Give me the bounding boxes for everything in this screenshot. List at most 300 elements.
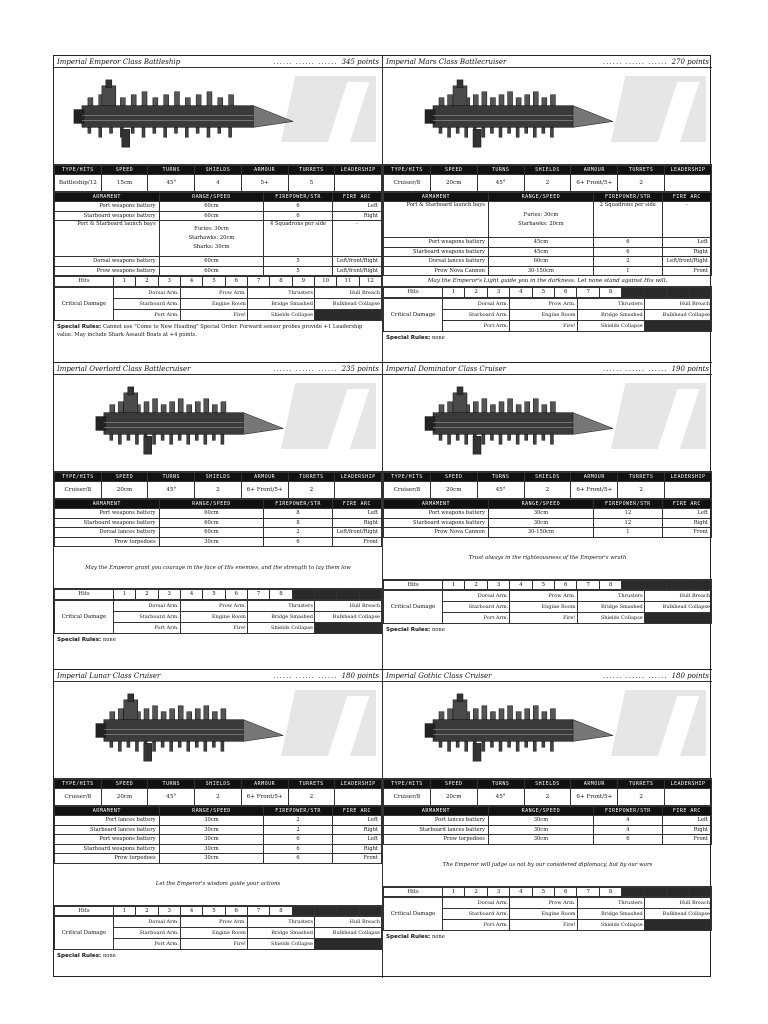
stat-value: 20cm: [430, 789, 477, 806]
critical-box[interactable]: Dorsal Arm.: [113, 600, 180, 611]
hit-box-disabled: [359, 590, 381, 600]
critical-box[interactable]: Port Arm.: [443, 613, 510, 624]
critical-box[interactable]: Engine Room: [180, 298, 247, 309]
armament-firepower: 2: [593, 257, 662, 267]
hits-label: Hits: [384, 288, 443, 298]
special-rules: Special Rules: none: [57, 953, 116, 959]
armament-range: 60cm: [488, 257, 593, 267]
armament-name: Starboard lances battery: [55, 825, 160, 835]
armament-firepower: 6: [264, 854, 333, 864]
stats-header: TURRETS: [618, 780, 665, 789]
stat-value: Cruiser/8: [55, 789, 102, 806]
points-cost: ...... ...... ...... 235 points: [273, 364, 379, 373]
stat-value: 2: [618, 175, 665, 192]
armament-range: 30cm: [488, 509, 593, 519]
critical-box[interactable]: Shields Collapse: [247, 622, 314, 633]
critical-box[interactable]: Bridge Smashed: [247, 928, 314, 939]
critical-box[interactable]: Port Arm.: [113, 622, 180, 633]
hit-box[interactable]: 8: [270, 906, 292, 916]
card-title-bar: [383, 363, 712, 375]
hit-box[interactable]: 2: [136, 590, 158, 600]
hit-box[interactable]: 5: [203, 277, 225, 287]
stat-value: 2: [524, 482, 571, 499]
critical-box[interactable]: Starboard Arm.: [443, 909, 510, 920]
ship-card: [54, 56, 383, 363]
critical-box[interactable]: Shields Collapse: [247, 939, 314, 950]
armament-name: Starboard weapons battery: [55, 211, 160, 221]
hits-track: [54, 276, 382, 287]
critical-box[interactable]: Shields Collapse: [577, 613, 644, 624]
armament-name: Prow weapons battery: [55, 266, 160, 276]
hit-box[interactable]: 3: [487, 887, 509, 897]
hit-box[interactable]: 6: [555, 288, 577, 298]
critical-box[interactable]: Starboard Arm.: [443, 309, 510, 320]
stats-header: SPEED: [430, 473, 477, 482]
armament-range: 60cm: [159, 528, 264, 538]
ship-stats-table: [54, 472, 382, 499]
critical-box[interactable]: Engine Room: [180, 611, 247, 622]
armament-header: FIRE ARC: [332, 500, 381, 509]
armament-firepower: 8: [264, 509, 333, 519]
critical-box[interactable]: Prow Arm.: [510, 298, 577, 309]
armament-name: Starboard lances battery: [384, 825, 489, 835]
armament-name: Port weapons battery: [55, 835, 160, 845]
critical-box[interactable]: Bridge Smashed: [577, 909, 644, 920]
armament-table: [54, 499, 382, 547]
stat-value: [335, 175, 382, 192]
hit-box[interactable]: 8: [270, 590, 292, 600]
armament-range: 45cm: [488, 238, 593, 248]
stat-value: 5+: [241, 175, 288, 192]
ship-illustration: [383, 68, 712, 165]
critical-box[interactable]: Bridge Smashed: [577, 309, 644, 320]
armament-arc: Left: [332, 835, 381, 845]
stats-header: TYPE/HITS: [55, 473, 102, 482]
stats-header: TURNS: [148, 166, 195, 175]
critical-box[interactable]: Hull Breach: [314, 600, 381, 611]
stat-value: 6+ Front/5+: [241, 482, 288, 499]
armament-name: Port weapons battery: [384, 238, 489, 248]
critical-damage-label: Critical Damage: [55, 287, 114, 320]
special-rules-text: none: [102, 953, 116, 959]
armament-name: Port weapons battery: [55, 509, 160, 519]
armament-header: FIRE ARC: [662, 500, 711, 509]
critical-box[interactable]: Engine Room: [510, 309, 577, 320]
armament-header: RANGE/SPEED: [488, 500, 593, 509]
armament-arc: Right: [662, 825, 711, 835]
card-title-bar: [383, 56, 712, 68]
points-cost: ...... ...... ...... 190 points: [603, 364, 709, 373]
hit-box[interactable]: 3: [158, 590, 180, 600]
armament-name: Prow torpedoes: [55, 537, 160, 547]
stats-header: TURRETS: [288, 780, 335, 789]
hit-box-disabled: [292, 906, 314, 916]
hit-box[interactable]: 2: [465, 887, 487, 897]
hit-box-disabled: [667, 288, 689, 298]
armament-firepower: 2: [264, 816, 333, 826]
armament-firepower: 6: [264, 537, 333, 547]
armament-range: 30cm: [488, 816, 593, 826]
critical-box[interactable]: Port Arm.: [443, 920, 510, 931]
hit-box[interactable]: 4: [510, 288, 532, 298]
critical-box[interactable]: Bulkhead Collapse: [644, 602, 711, 613]
stat-value: 45°: [477, 175, 524, 192]
armament-firepower: 4 Squadrons per side: [264, 221, 333, 257]
stat-value: 4: [195, 175, 242, 192]
hit-box[interactable]: 8: [599, 580, 621, 590]
hit-box[interactable]: 1: [443, 288, 465, 298]
hit-box[interactable]: 6: [225, 590, 247, 600]
stats-header: SPEED: [101, 473, 148, 482]
points-cost: ...... ...... ...... 180 points: [273, 671, 379, 680]
ship-stats-table: [383, 472, 712, 499]
card-title-bar: [383, 670, 712, 682]
armament-header: FIREPOWER/STR: [264, 500, 333, 509]
ship-class-title: Imperial Lunar Class Cruiser: [57, 671, 161, 680]
stats-header: ARMOUR: [571, 166, 618, 175]
special-rules-text: none: [431, 334, 445, 341]
critical-box[interactable]: Thrusters: [247, 287, 314, 298]
hit-box-disabled: [359, 906, 381, 916]
ship-card: [383, 56, 712, 363]
points-cost: ...... ...... ...... 180 points: [603, 671, 709, 680]
critical-box[interactable]: Shields Collapse: [577, 320, 644, 331]
stat-value: 20cm: [430, 175, 477, 192]
hit-box[interactable]: 10: [314, 277, 336, 287]
armament-header: RANGE/SPEED: [159, 807, 264, 816]
hit-box[interactable]: 4: [180, 906, 202, 916]
armament-arc: Left: [662, 238, 711, 248]
stats-header: SHIELDS: [524, 473, 571, 482]
hit-box[interactable]: 8: [599, 288, 621, 298]
critical-box-disabled: [314, 309, 381, 320]
special-rules: Special Rules: Cannot use "Come to New Heading" Special Order. Forward sensor probes provide +1 Leadership value. May include Shark Assault Boats at +4 points.: [57, 323, 363, 338]
hit-box[interactable]: 11: [337, 277, 359, 287]
special-rules: Special Rules: none: [57, 636, 116, 643]
armament-table: [383, 192, 712, 276]
armament-arc: Right: [332, 825, 381, 835]
critical-box[interactable]: Prow Arm.: [180, 917, 247, 928]
armament-name: Port weapons battery: [55, 202, 160, 212]
stats-header: SHIELDS: [195, 166, 242, 175]
critical-box[interactable]: Engine Room: [510, 909, 577, 920]
armament-name: Port lances battery: [55, 816, 160, 826]
hit-box[interactable]: 3: [158, 277, 180, 287]
armament-header: RANGE/SPEED: [159, 193, 264, 202]
armament-header: FIREPOWER/STR: [593, 193, 662, 202]
ship-stats-table: [54, 165, 382, 192]
armament-arc: Right: [662, 518, 711, 528]
armament-name: Dorsal lances battery: [384, 257, 489, 267]
critical-box[interactable]: Fire!: [180, 309, 247, 320]
hit-box-disabled: [689, 288, 712, 298]
critical-box[interactable]: Dorsal Arm.: [113, 917, 180, 928]
hit-box[interactable]: 2: [465, 288, 487, 298]
armament-name: Starboard weapons battery: [384, 247, 489, 257]
critical-box[interactable]: Dorsal Arm.: [113, 287, 180, 298]
critical-box[interactable]: Port Arm.: [113, 939, 180, 950]
armament-name: Starboard weapons battery: [384, 518, 489, 528]
stats-header: TURRETS: [618, 166, 665, 175]
stats-header: SPEED: [430, 166, 477, 175]
hit-box[interactable]: 4: [510, 580, 532, 590]
critical-box[interactable]: Prow Arm.: [510, 898, 577, 909]
hits-track: [383, 580, 712, 591]
critical-box[interactable]: Hull Breach: [314, 287, 381, 298]
critical-box[interactable]: Prow Arm.: [510, 591, 577, 602]
critical-box[interactable]: Hull Breach: [644, 898, 711, 909]
critical-box[interactable]: Shields Collapse: [577, 920, 644, 931]
stats-header: TURNS: [148, 780, 195, 789]
card-title-bar: [54, 56, 382, 68]
stat-value: 6+ Front/5+: [571, 175, 618, 192]
armament-firepower: 6: [593, 247, 662, 257]
ship-card: [383, 363, 712, 670]
hit-box[interactable]: 3: [487, 288, 509, 298]
critical-box[interactable]: Port Arm.: [113, 309, 180, 320]
armament-header: FIREPOWER/STR: [593, 807, 662, 816]
special-rules-text: none: [431, 627, 445, 633]
critical-box[interactable]: Dorsal Arm.: [443, 898, 510, 909]
critical-box[interactable]: Thrusters: [247, 917, 314, 928]
armament-header: FIRE ARC: [662, 193, 711, 202]
stats-header: LEADERSHIP: [665, 166, 712, 175]
critical-damage-label: Critical Damage: [384, 298, 443, 331]
hit-box[interactable]: 2: [465, 580, 487, 590]
armament-header: ARMAMENT: [55, 193, 160, 202]
special-rules: Special Rules: none: [386, 934, 445, 940]
hits-track: [383, 287, 712, 298]
critical-box[interactable]: Thrusters: [577, 898, 644, 909]
critical-box[interactable]: Prow Arm.: [180, 600, 247, 611]
critical-box[interactable]: Prow Arm.: [180, 287, 247, 298]
armament-name: Starboard weapons battery: [55, 518, 160, 528]
ship-class-title: Imperial Mars Class Battlecruiser: [386, 57, 507, 66]
hit-box[interactable]: 12: [359, 277, 381, 287]
critical-box[interactable]: Starboard Arm.: [443, 602, 510, 613]
hit-box[interactable]: 6: [225, 277, 247, 287]
hit-box[interactable]: 6: [225, 906, 247, 916]
critical-box[interactable]: Dorsal Arm.: [443, 591, 510, 602]
stats-header: ARMOUR: [571, 780, 618, 789]
stats-header: SHIELDS: [524, 166, 571, 175]
armament-range: 60cm: [159, 202, 264, 212]
armament-firepower: 1: [593, 266, 662, 276]
armament-header: FIREPOWER/STR: [593, 500, 662, 509]
critical-box[interactable]: Engine Room: [180, 928, 247, 939]
critical-box[interactable]: Fire!: [510, 320, 577, 331]
critical-box[interactable]: Fire!: [510, 920, 577, 931]
hit-box[interactable]: 4: [180, 277, 202, 287]
critical-box[interactable]: Bulkhead Collapse: [644, 309, 711, 320]
critical-box[interactable]: Fire!: [180, 939, 247, 950]
critical-box[interactable]: Dorsal Arm.: [443, 298, 510, 309]
hit-box[interactable]: 2: [136, 906, 158, 916]
armament-header: ARMAMENT: [384, 807, 489, 816]
hit-box[interactable]: 5: [203, 906, 225, 916]
hit-box[interactable]: 5: [203, 590, 225, 600]
armament-firepower: 2 Squadrons per side: [593, 202, 662, 238]
hit-box[interactable]: 7: [577, 887, 599, 897]
critical-box[interactable]: Bridge Smashed: [247, 298, 314, 309]
stat-value: 45°: [148, 789, 195, 806]
critical-box[interactable]: Hull Breach: [314, 917, 381, 928]
hit-box-disabled: [622, 288, 644, 298]
critical-box[interactable]: Bulkhead Collapse: [644, 909, 711, 920]
critical-box[interactable]: Thrusters: [577, 298, 644, 309]
armament-arc: Front: [332, 537, 381, 547]
critical-box[interactable]: Fire!: [180, 622, 247, 633]
critical-box[interactable]: Bulkhead Collapse: [314, 611, 381, 622]
critical-box[interactable]: Hull Breach: [644, 298, 711, 309]
hit-box-disabled: [644, 580, 666, 590]
hit-box[interactable]: 5: [532, 887, 554, 897]
stats-header: LEADERSHIP: [665, 473, 712, 482]
stats-header: SPEED: [101, 166, 148, 175]
armament-arc: Right: [332, 518, 381, 528]
critical-box[interactable]: Bridge Smashed: [577, 602, 644, 613]
critical-box-disabled: [644, 920, 711, 931]
ship-stats-table: [54, 779, 382, 806]
stat-value: 6+ Front/5+: [571, 482, 618, 499]
armament-firepower: 1: [593, 528, 662, 538]
ship-class-title: Imperial Gothic Class Cruiser: [386, 671, 492, 680]
critical-box-disabled: [644, 613, 711, 624]
armament-firepower: 6: [593, 238, 662, 248]
armament-range: 30cm: [488, 835, 593, 845]
hit-box-disabled: [689, 580, 712, 590]
critical-damage-table: [383, 298, 712, 332]
armament-name: Port weapons battery: [384, 509, 489, 519]
hit-box[interactable]: 1: [113, 590, 135, 600]
armament-firepower: 4: [593, 816, 662, 826]
armament-range: 30cm: [159, 825, 264, 835]
critical-box[interactable]: Starboard Arm.: [113, 611, 180, 622]
hit-box[interactable]: 1: [443, 580, 465, 590]
critical-box[interactable]: Engine Room: [510, 602, 577, 613]
hit-box[interactable]: 4: [180, 590, 202, 600]
stat-value: 20cm: [430, 482, 477, 499]
stat-value: 2: [288, 482, 335, 499]
critical-box[interactable]: Shields Collapse: [247, 309, 314, 320]
stat-value: Cruiser/8: [384, 789, 431, 806]
hits-track: [54, 906, 382, 917]
stat-value: 6+ Front/5+: [241, 789, 288, 806]
ship-card: [54, 363, 383, 670]
armament-name: Port lances battery: [384, 816, 489, 826]
stat-value: 2: [524, 175, 571, 192]
hit-box[interactable]: 7: [247, 590, 269, 600]
critical-box[interactable]: Thrusters: [577, 591, 644, 602]
stats-header: LEADERSHIP: [665, 780, 712, 789]
armament-firepower: 6: [264, 835, 333, 845]
critical-box[interactable]: Starboard Arm.: [113, 928, 180, 939]
hit-box[interactable]: 9: [292, 277, 314, 287]
stat-value: [335, 482, 382, 499]
hits-track: [383, 887, 712, 898]
ship-quote: May the Emperor grant you courage in the face of His enemies, and the strength to lay them low: [54, 547, 382, 589]
ship-illustration: [383, 682, 712, 779]
critical-box[interactable]: Bulkhead Collapse: [314, 928, 381, 939]
armament-range: 30-150cm: [488, 266, 593, 276]
armament-arc: Left: [662, 816, 711, 826]
hit-box[interactable]: 7: [247, 906, 269, 916]
critical-damage-label: Critical Damage: [384, 591, 443, 624]
ship-class-title: Imperial Overlord Class Battlecruiser: [57, 364, 191, 373]
hit-box[interactable]: 6: [555, 580, 577, 590]
hit-box[interactable]: 6: [555, 887, 577, 897]
hit-box[interactable]: 3: [158, 906, 180, 916]
armament-arc: Left/front/Right: [332, 257, 381, 267]
hit-box[interactable]: 1: [113, 906, 135, 916]
stat-value: 20cm: [101, 482, 148, 499]
armament-range: 60cm: [159, 518, 264, 528]
stat-value: 45°: [477, 482, 524, 499]
critical-box[interactable]: Starboard Arm.: [113, 298, 180, 309]
armament-header: RANGE/SPEED: [159, 500, 264, 509]
hit-box[interactable]: 4: [510, 887, 532, 897]
stat-value: 2: [195, 789, 242, 806]
stats-header: TYPE/HITS: [384, 166, 431, 175]
stats-header: TYPE/HITS: [384, 780, 431, 789]
hit-box[interactable]: 2: [136, 277, 158, 287]
hit-box[interactable]: 3: [487, 580, 509, 590]
critical-box[interactable]: Bulkhead Collapse: [314, 298, 381, 309]
armament-name: Prow Nova Cannon: [384, 528, 489, 538]
hit-box[interactable]: 1: [443, 887, 465, 897]
critical-damage-label: Critical Damage: [55, 917, 114, 950]
armament-firepower: 5: [264, 266, 333, 276]
stat-value: 6+ Front/5+: [571, 789, 618, 806]
armament-range: 30-150cm: [488, 528, 593, 538]
armament-range: 60cm: [159, 257, 264, 267]
armament-header: ARMAMENT: [384, 193, 489, 202]
armament-range: 30cm: [159, 854, 264, 864]
armament-header: FIREPOWER/STR: [264, 193, 333, 202]
hit-box[interactable]: 5: [532, 288, 554, 298]
armament-arc: -: [662, 202, 711, 238]
critical-box[interactable]: Fire!: [510, 613, 577, 624]
armament-firepower: 6: [264, 211, 333, 221]
ship-quote: Let the Emperor's wisdom guide your actions: [54, 864, 382, 906]
armament-range: 60cm: [159, 211, 264, 221]
hit-box[interactable]: 7: [577, 288, 599, 298]
ship-record-sheet: [53, 55, 711, 977]
stats-header: TYPE/HITS: [384, 473, 431, 482]
armament-header: RANGE/SPEED: [488, 807, 593, 816]
critical-box[interactable]: Port Arm.: [443, 320, 510, 331]
hit-box-disabled: [667, 580, 689, 590]
critical-box[interactable]: Thrusters: [247, 600, 314, 611]
ship-quote: May the Emperor's Light guide you in the darkness. Let none stand against His will.: [383, 276, 712, 287]
critical-damage-label: Critical Damage: [384, 898, 443, 931]
hit-box[interactable]: 8: [599, 887, 621, 897]
stat-value: 20cm: [101, 789, 148, 806]
ship-card: [54, 670, 383, 978]
hit-box[interactable]: 8: [270, 277, 292, 287]
critical-box[interactable]: Bridge Smashed: [247, 611, 314, 622]
stats-header: SPEED: [101, 780, 148, 789]
hit-box[interactable]: 7: [247, 277, 269, 287]
armament-arc: Right: [662, 247, 711, 257]
hit-box[interactable]: 7: [577, 580, 599, 590]
ship-class-title: Imperial Dominator Class Cruiser: [386, 364, 506, 373]
stats-header: TURRETS: [618, 473, 665, 482]
critical-box[interactable]: Hull Breach: [644, 591, 711, 602]
stat-value: 5: [288, 175, 335, 192]
hit-box[interactable]: 1: [113, 277, 135, 287]
hit-box[interactable]: 5: [532, 580, 554, 590]
